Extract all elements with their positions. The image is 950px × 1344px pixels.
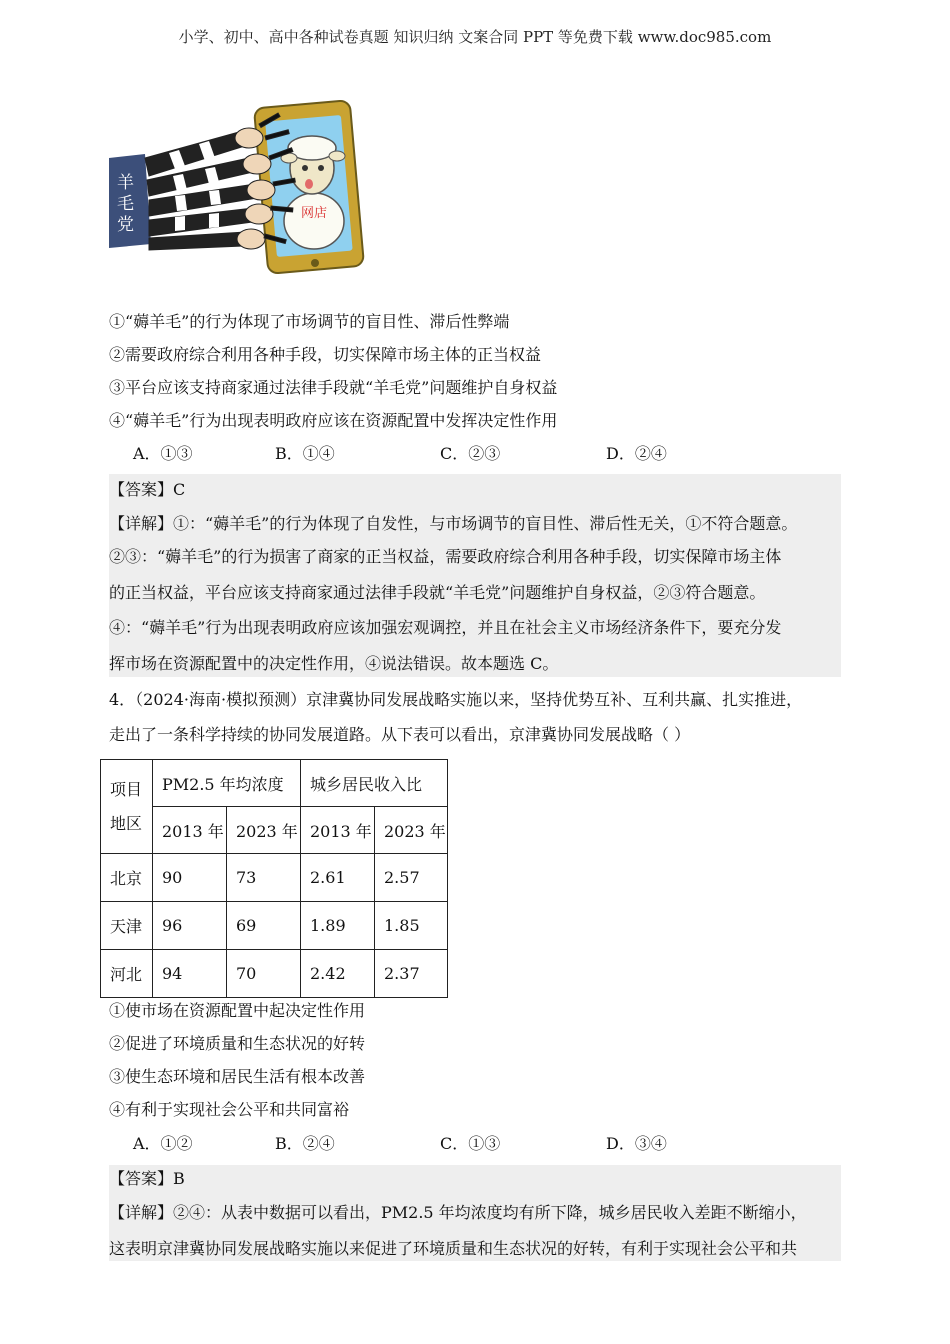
- q3-option-a: A．①③: [133, 444, 193, 463]
- table-cell: 1.89: [301, 902, 375, 950]
- table-cell: 90: [153, 854, 227, 902]
- q4-detail-line-1: 【详解】②④：从表中数据可以看出，PM2.5 年均浓度均有所下降，城乡居民收入差距不断缩小，: [109, 1203, 807, 1222]
- q3-detail-line-2: ②③：“薅羊毛”的行为损害了商家的正当权益，需要政府综合利用各种手段，切实保障市场主体: [109, 547, 782, 566]
- q4-statement-2: ②促进了环境质量和生态状况的好转: [109, 1034, 366, 1053]
- table-cell: 96: [153, 902, 227, 950]
- q4-answer-block: [109, 1165, 841, 1261]
- q3-option-b: B．①④: [275, 444, 335, 463]
- table-corner-cell: [101, 760, 153, 854]
- table-region-cell: 河北: [101, 950, 153, 998]
- table-header-pm25: PM2.5 年均浓度: [153, 760, 301, 807]
- table-cell: 69: [227, 902, 301, 950]
- q3-detail-line-1: 【详解】①：“薅羊毛”的行为体现了自发性，与市场调节的盲目性、滞后性无关，①不符合题意。: [109, 514, 798, 533]
- q3-answer: 【答案】C: [109, 480, 186, 499]
- q4-statement-4: ④有利于实现社会公平和共同富裕: [109, 1100, 350, 1119]
- q4-stem-line-1: 4．（2024·海南·模拟预测）京津冀协同发展战略实施以来，坚持优势互补、互利共赢、扎实推进，: [109, 690, 803, 709]
- table-cell: 2.42: [301, 950, 375, 998]
- table-corner-top: 项目: [110, 779, 143, 799]
- q3-option-d: D．②④: [606, 444, 667, 463]
- q4-stem-line-2: 走出了一条科学持续的协同发展道路。从下表可以看出，京津冀协同发展战略（ ）: [109, 725, 691, 744]
- table-year-header: 2013 年: [153, 807, 227, 854]
- q4-detail-line-2: 这表明京津冀协同发展战略实施以来促进了环境质量和生态状况的好转，有利于实现社会公平和共: [109, 1239, 798, 1258]
- table-year-header: 2023 年: [227, 807, 301, 854]
- table-corner-bottom: 地区: [110, 813, 143, 833]
- q4-statement-3: ③使生态环境和居民生活有根本改善: [109, 1067, 366, 1086]
- table-cell: 2.61: [301, 854, 375, 902]
- table-cell: 73: [227, 854, 301, 902]
- page-header: 小学、初中、高中各种试卷真题 知识归纳 文案合同 PPT 等免费下载 www.doc985.com: [178, 28, 772, 46]
- q3-detail-line-4: ④：“薅羊毛”行为出现表明政府应该加强宏观调控，并且在社会主义市场经济条件下，要充分发: [109, 618, 782, 637]
- sleeve-text-2: 毛: [117, 194, 134, 214]
- q4-option-c: C．①③: [440, 1134, 501, 1153]
- q3-detail-line-3: 的正当权益，平台应该支持商家通过法律手段就“羊毛党”问题维护自身权益，②③符合题意。: [109, 583, 766, 602]
- q4-option-d: D．③④: [606, 1134, 667, 1153]
- table-year-header: 2013 年: [301, 807, 375, 854]
- q3-statement-1: ①“薅羊毛”的行为体现了市场调节的盲目性、滞后性弊端: [109, 312, 510, 331]
- table-row: [101, 854, 448, 902]
- phone-label: 网店: [301, 206, 328, 221]
- table-row: [101, 902, 448, 950]
- q3-answer-block: [109, 474, 841, 677]
- q3-statement-4: ④“薅羊毛”行为出现表明政府应该在资源配置中发挥决定性作用: [109, 411, 558, 430]
- table-header-income-ratio: 城乡居民收入比: [301, 760, 448, 807]
- table-cell: 2.37: [375, 950, 448, 998]
- q4-statement-1: ①使市场在资源配置中起决定性作用: [109, 1001, 366, 1020]
- table-cell: 2.57: [375, 854, 448, 902]
- sheep-cartoon-illustration: [109, 96, 365, 278]
- q3-statement-3: ③平台应该支持商家通过法律手段就“羊毛党”问题维护自身权益: [109, 378, 558, 397]
- q4-answer: 【答案】B: [109, 1169, 185, 1188]
- table-cell: 70: [227, 950, 301, 998]
- table-region-cell: 天津: [101, 902, 153, 950]
- q3-statement-2: ②需要政府综合利用各种手段，切实保障市场主体的正当权益: [109, 345, 542, 364]
- q3-detail-line-5: 挥市场在资源配置中的决定性作用，④说法错误。故本题选 C。: [109, 654, 559, 673]
- q4-option-b: B．②④: [275, 1134, 335, 1153]
- sleeve-text-3: 党: [117, 215, 134, 235]
- table-cell: 94: [153, 950, 227, 998]
- q4-option-a: A．①②: [133, 1134, 193, 1153]
- q3-option-c: C．②③: [440, 444, 501, 463]
- table-region-cell: 北京: [101, 854, 153, 902]
- table-cell: 1.85: [375, 902, 448, 950]
- q4-data-table: [100, 759, 448, 998]
- sleeve-text-1: 羊: [117, 173, 134, 193]
- table-row: [101, 950, 448, 998]
- table-year-header: 2023 年: [375, 807, 448, 854]
